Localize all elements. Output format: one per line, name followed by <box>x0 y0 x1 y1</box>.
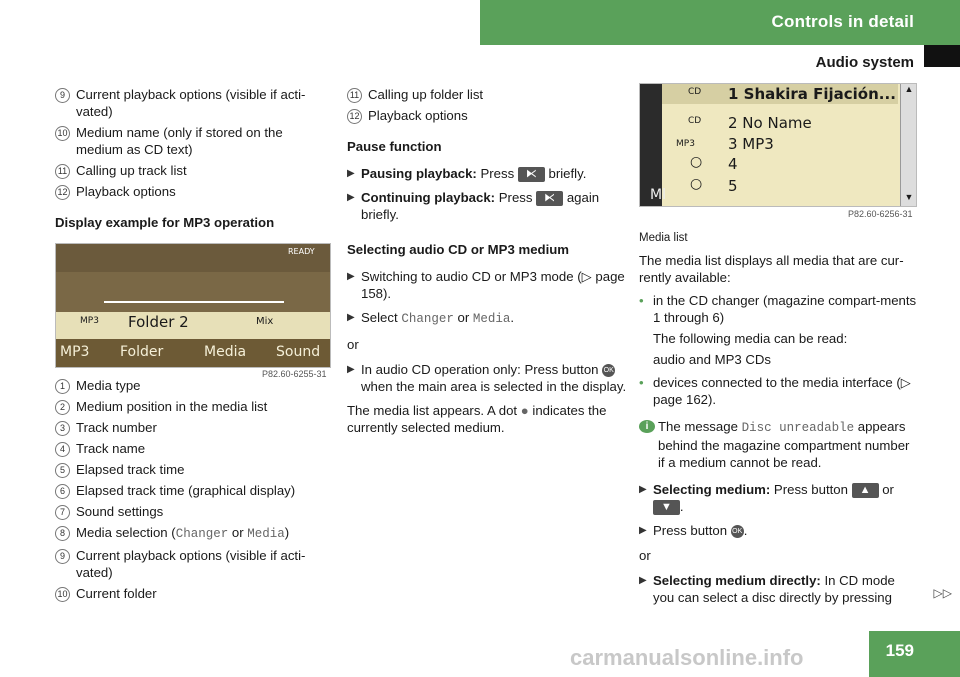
list-item: 6 Elapsed track time (graphical display) <box>55 482 325 499</box>
list-item: 7 Sound settings <box>55 503 325 520</box>
switch-step: ▶ Switching to audio CD or MP3 mode (▷ page 158). <box>347 269 625 302</box>
scroll-down-icon[interactable]: ▼ <box>904 192 914 202</box>
mp3-icon-label: MP3 <box>676 139 695 149</box>
mix-label: Mix <box>256 316 274 327</box>
item-number-icon: 1 <box>55 377 76 394</box>
menu-media[interactable]: Media <box>204 344 247 360</box>
bullet-1: • in the CD changer (magazine compart-ments 1 through 6) The following media can be read: audio and MP3 CDs <box>639 293 917 367</box>
or-text: or <box>347 337 359 353</box>
up-button-icon: ▲ <box>852 483 879 498</box>
scroll-up-icon[interactable]: ▲ <box>904 84 914 94</box>
ready-label: READY <box>288 247 315 256</box>
radio-icon: ○ <box>690 154 703 170</box>
page-number-box <box>869 631 960 677</box>
mp3-type: MP3 <box>80 316 99 326</box>
folder-name: Folder 2 <box>128 313 189 331</box>
mp3-display-figure <box>55 243 331 368</box>
intro-text: The media list displays all media that are cur-rently available: <box>639 253 904 285</box>
item-number-icon: 12 <box>55 183 76 200</box>
scrollbar[interactable] <box>900 84 917 206</box>
press-ok-step: ▶ Press button OK. <box>639 523 748 539</box>
header-tab <box>924 45 960 67</box>
figure-caption: Media list <box>639 232 688 244</box>
list-item: 11 Calling up folder list <box>347 86 627 103</box>
item-number-icon: 10 <box>55 124 76 158</box>
item-number-icon: 6 <box>55 482 76 499</box>
cd-icon-label-2: CD <box>688 116 702 126</box>
list-item: 11 Calling up track list <box>55 162 325 179</box>
info-note: i The message Disc unreadable appears behind the magazine compartment number if a medium cannot be read. <box>639 418 919 471</box>
pause-button-icon: ⧔ <box>536 191 563 206</box>
item-number-icon: 9 <box>55 86 76 120</box>
down-button-icon: ▼ <box>653 500 680 515</box>
info-icon: i <box>639 420 655 433</box>
mp3-heading: Display example for MP3 operation <box>55 215 275 230</box>
ok-button-icon: OK <box>602 364 615 377</box>
select-heading: Selecting audio CD or MP3 medium <box>347 242 570 258</box>
page-number: 159 <box>885 641 914 660</box>
item-number-icon: 2 <box>55 398 76 415</box>
medialist-text: The media list appears. A dot ● indicates the currently selected medium. <box>347 403 607 436</box>
dot-icon: ● <box>520 403 529 419</box>
menu-sound[interactable]: Sound <box>276 344 321 360</box>
figure-code-2: P82.60-6256-31 <box>848 209 913 219</box>
progress-bar <box>104 301 284 303</box>
list-item: 3 Track number <box>55 419 325 436</box>
section-title: Controls in detail <box>771 12 914 31</box>
row3: 3 MP3 <box>728 135 774 153</box>
item-number-icon: 11 <box>55 162 76 179</box>
section-header <box>480 0 960 45</box>
cd-icon-label: CD <box>688 87 702 97</box>
item-number-icon: 4 <box>55 440 76 457</box>
list-item: 5 Elapsed track time <box>55 461 325 478</box>
watermark: carmanualsonline.info <box>570 645 804 670</box>
bottom-menu <box>56 339 330 367</box>
item-number-icon: 12 <box>347 107 368 124</box>
item-number-icon: 10 <box>55 585 76 602</box>
item-number-icon: 9 <box>55 547 76 581</box>
pause-heading: Pause function <box>347 139 442 154</box>
radio-icon: ○ <box>690 176 703 192</box>
list-item: 12 Playback options <box>347 107 627 124</box>
track-band <box>56 272 330 312</box>
select-medium-step: ▶ Selecting medium: Press button ▲ or ▼ . <box>639 482 894 515</box>
row2: 2 No Name <box>728 114 812 132</box>
menu-mp3[interactable]: MP3 <box>60 344 90 360</box>
ok-button-icon: OK <box>731 525 744 538</box>
list-item: 2 Medium position in the media list <box>55 398 325 415</box>
column-3 <box>639 230 919 613</box>
list-item: 9 Current playback options (visible if acti-vated) <box>55 547 325 581</box>
list-item: 12 Playback options <box>55 183 325 200</box>
row1: 1 Shakira Fijación... <box>728 85 896 103</box>
ml-label: Ml <box>650 187 666 203</box>
figure-code-1: P82.60-6255-31 <box>262 369 327 379</box>
item-number-icon: 11 <box>347 86 368 103</box>
item-number-icon: 7 <box>55 503 76 520</box>
continue-arrow-icon: ▷▷ <box>933 586 952 600</box>
pause-step: ▶ Pausing playback: Press ⧔ briefly. <box>347 166 587 181</box>
column-2 <box>347 86 627 436</box>
continue-step: ▶ Continuing playback: Press ⧔ again briefly. <box>347 190 600 223</box>
list-item: 1 Media type <box>55 377 325 394</box>
list-item: 4 Track name <box>55 440 325 457</box>
or-text: or <box>639 548 651 564</box>
incd-step: ▶ In audio CD operation only: Press button OK when the main area is selected in the display. <box>347 362 627 395</box>
list-item: 9 Current playback options (visible if acti-vated) <box>55 86 325 120</box>
row4: 4 <box>728 155 738 173</box>
list-item: 10 Current folder <box>55 585 325 602</box>
media-list-figure <box>639 83 917 207</box>
menu-folder[interactable]: Folder <box>120 344 164 360</box>
item-number-icon: 5 <box>55 461 76 478</box>
list-item: 8 Media selection (Changer or Media) <box>55 524 325 543</box>
list-item: 10 Medium name (only if stored on the medium as CD text) <box>55 124 325 158</box>
item-number-icon: 3 <box>55 419 76 436</box>
select-step: ▶ Select Changer or Media. <box>347 310 515 327</box>
subsection-title: Audio system <box>815 54 914 71</box>
direct-step: ▶ Selecting medium directly: In CD mode you can select a disc directly by pressing <box>639 573 895 606</box>
item-number-icon: 8 <box>55 524 76 543</box>
pause-button-icon: ⧔ <box>518 167 545 182</box>
row5: 5 <box>728 177 738 195</box>
bullet-2: • devices connected to the media interface (▷ page 162). <box>639 375 911 407</box>
